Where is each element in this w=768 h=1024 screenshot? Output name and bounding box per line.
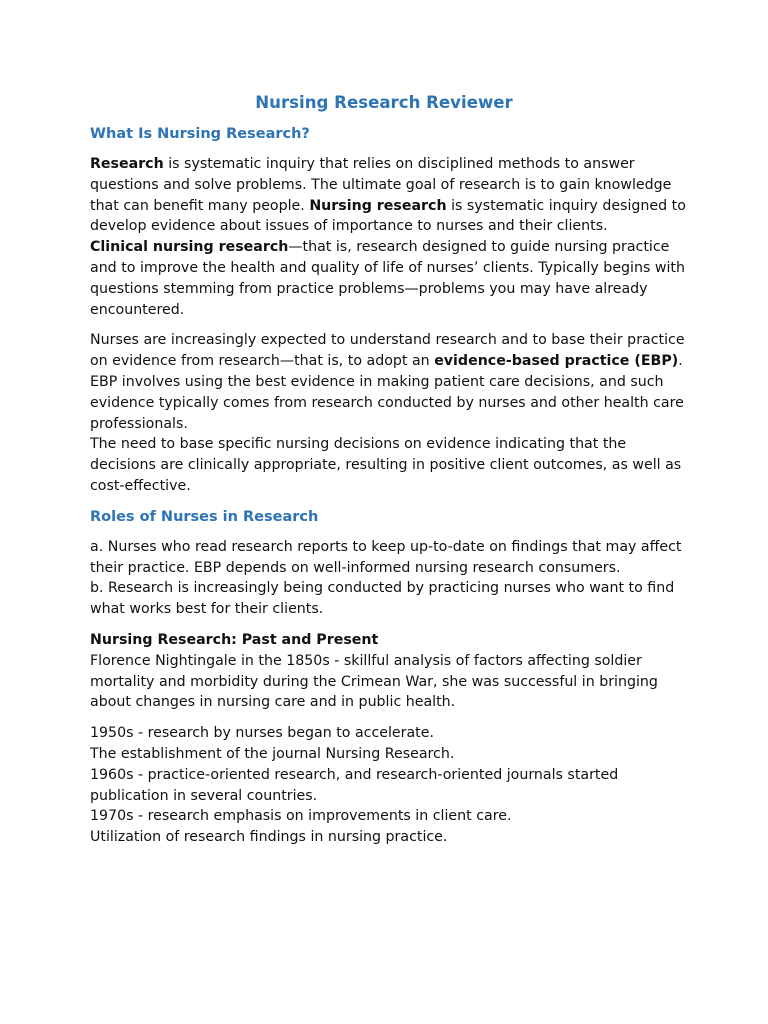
bold-term-clinical-nursing-research: Clinical nursing research <box>90 239 289 256</box>
bold-term-nursing-research: Nursing research <box>309 197 447 214</box>
history-line-1970s: 1970s - research emphasis on improvements in client care. <box>90 808 512 825</box>
list-item-role-a: a. Nurses who read research reports to keep up-to-date on findings that may affect their practice. EBP depends on well-informed nursing research consumers. <box>90 538 682 576</box>
bold-term-ebp: evidence-based practice (EBP) <box>434 353 679 370</box>
paragraph-research-definition <box>90 154 686 237</box>
bold-heading-text: Nursing Research: Past and Present <box>90 631 379 648</box>
paragraph-text: is systematic inquiry that relies on disciplined methods to answer questions and solve problems. The ultimate goal of research is to gain knowledge that can benefit many people. <box>90 156 672 214</box>
section-heading-past-and-present <box>90 630 686 651</box>
paragraph-text: —that is, research designed to guide nursing practice and to improve the health and quality of life of nurses’ clients. Typically begins with questions stemming from practice problems—problems you may have already encountered. <box>90 239 685 318</box>
document-page <box>90 92 686 848</box>
list-item-role-b: b. Research is increasingly being conducted by practicing nurses who want to find what works best for their clients. <box>90 580 675 618</box>
document-title: Nursing Research Reviewer <box>255 93 513 112</box>
paragraph-text: Nurses are increasingly expected to understand research and to base their practice on evidence from research—that is, to adopt an <box>90 332 685 370</box>
paragraph-text: is systematic inquiry designed to develop evidence about issues of importance to nurses and their clients. <box>90 197 686 235</box>
paragraph-evidence-based-practice <box>90 330 686 434</box>
section-heading-roles-of-nurses: Roles of Nurses in Research <box>90 508 319 525</box>
history-line-1960s: 1960s - practice-oriented research, and research-oriented journals started publication in several countries. <box>90 766 619 804</box>
history-line-1950s: 1950s - research by nurses began to accelerate. <box>90 725 434 742</box>
bold-term-research: Research <box>90 156 164 172</box>
history-line-journal: The establishment of the journal Nursing Research. <box>90 745 455 762</box>
paragraph-need-for-evidence: The need to base specific nursing decisions on evidence indicating that the decisions are clinically appropriate, resulting in positive client outcomes, as well as cost-effective. <box>90 436 682 494</box>
paragraph-text: . EBP involves using the best evidence in making patient care decisions, and such evidence typically comes from research conducted by nurses and other health care professionals. <box>90 353 684 432</box>
history-line-utilization: Utilization of research findings in nursing practice. <box>90 829 448 846</box>
paragraph-florence-nightingale: Florence Nightingale in the 1850s - skillful analysis of factors affecting soldier mortality and morbidity during the Crimean War, she was successful in bringing about changes in nursing care and in public health. <box>90 652 658 711</box>
section-heading-what-is-nursing-research: What Is Nursing Research? <box>90 126 310 142</box>
paragraph-clinical-nursing-research <box>90 237 686 320</box>
